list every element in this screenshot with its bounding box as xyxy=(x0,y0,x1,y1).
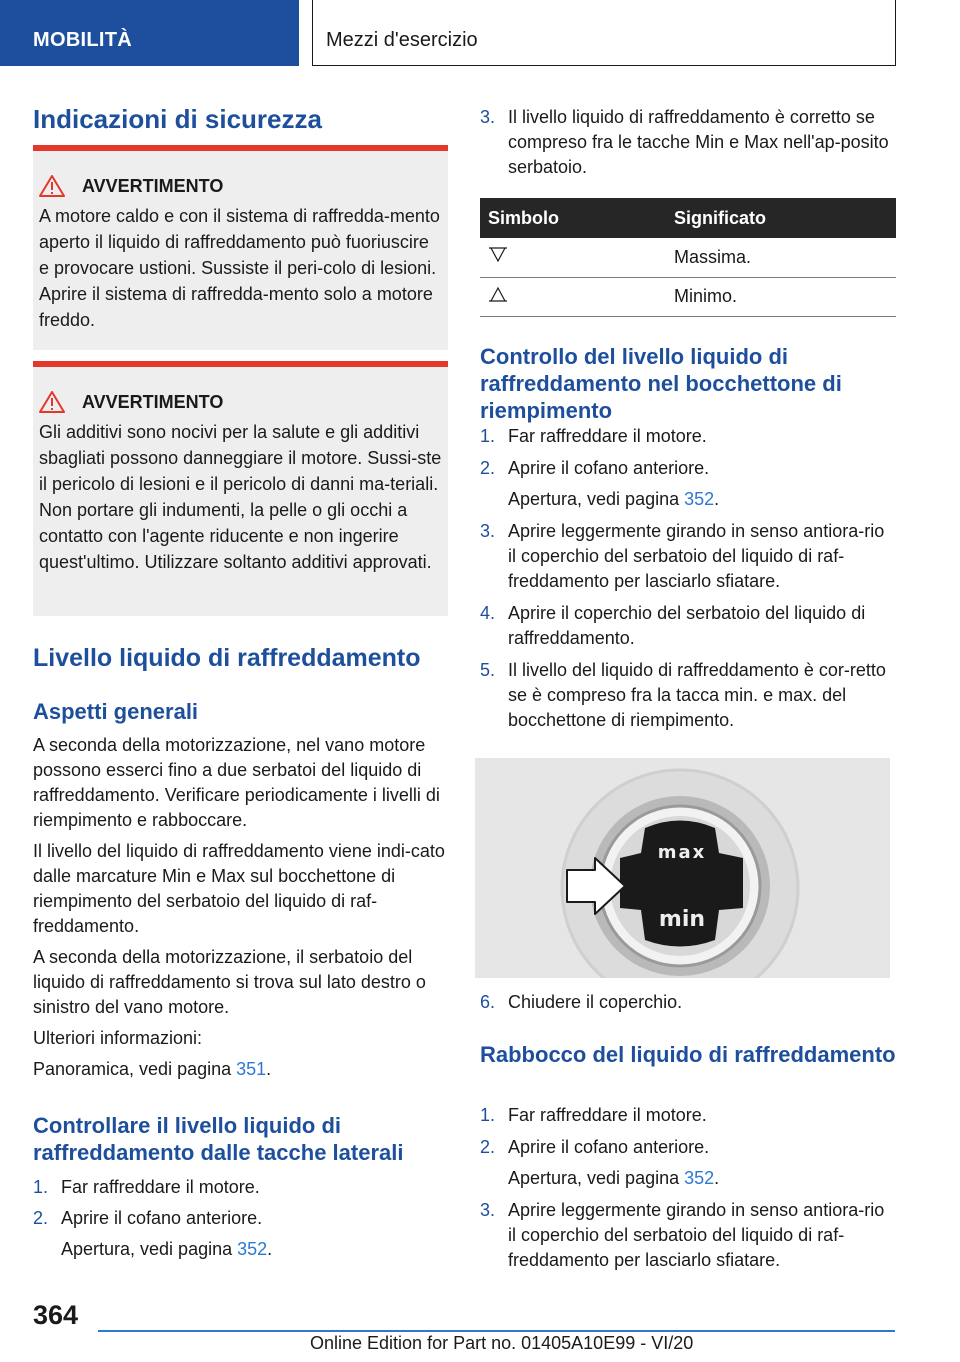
symbol-table xyxy=(480,198,896,317)
list-item: 2. Aprire il cofano anteriore. Apertura, vedi pagina 352. xyxy=(33,1208,273,1259)
steps-list xyxy=(480,105,896,180)
footer-edition: Online Edition for Part no. 01405A10E99 - VI/20 xyxy=(310,1333,694,1353)
max-mark-icon xyxy=(488,245,508,265)
page-link[interactable]: 352 xyxy=(237,1239,268,1259)
page-link[interactable]: 351 xyxy=(236,1059,267,1079)
paragraph: A seconda della motorizzazione, il serbatoio del liquido di raffreddamento si trova sul lato destro o sinistro del vano motore. xyxy=(33,947,426,1017)
warning-box-1 xyxy=(33,145,448,350)
list-item: 1. Far raffreddare il motore. xyxy=(480,426,707,446)
page-link[interactable]: 352 xyxy=(684,1168,715,1188)
table-row xyxy=(480,238,896,277)
section-title-safety: Indicazioni di sicurezza xyxy=(33,104,322,134)
section-title-coolant-level: Livello liquido di raffreddamento xyxy=(33,644,421,672)
table-cell: Massima. xyxy=(666,238,896,277)
table-cell xyxy=(480,277,666,316)
page-header xyxy=(0,0,960,66)
svg-text:max: max xyxy=(657,842,707,863)
paragraph: Panoramica, vedi pagina 351. xyxy=(33,1059,272,1079)
page-number: 364 xyxy=(33,1300,79,1330)
section-header-title: Mezzi d'esercizio xyxy=(312,0,896,66)
table-header-cell: Simbolo xyxy=(480,198,666,238)
list-item: 3. Il livello liquido di raffreddamento è corretto se compreso fra le tacche Min e Max nell'ap-posito serbatoio. xyxy=(480,107,889,177)
table-header-cell: Significato xyxy=(666,198,896,238)
warning-label: AVVERTIMENTO xyxy=(82,391,224,412)
list-item: 1. Far raffreddare il motore. xyxy=(480,1105,707,1125)
steps-list xyxy=(33,1175,448,1262)
page-link[interactable]: 352 xyxy=(684,489,715,509)
warning-triangle-icon xyxy=(39,175,65,197)
steps-list xyxy=(480,990,896,1015)
list-item: 4. Aprire il coperchio del serbatoio del liquido di raffreddamento. xyxy=(480,603,866,648)
footer-divider xyxy=(98,1330,895,1332)
list-item: 3. Aprire leggermente girando in senso antiora-rio il coperchio del serbatoio del liquido di raf-freddamento per lasciarlo sfiatare. xyxy=(480,1200,885,1270)
subsection-title-top-up: Rabbocco del liquido di raffreddamento xyxy=(480,1042,896,1067)
list-item: 1. Far raffreddare il motore. xyxy=(33,1177,260,1197)
min-mark-icon xyxy=(488,284,508,304)
chapter-tab: MOBILITÀ xyxy=(0,0,299,66)
subsection-title-general: Aspetti generali xyxy=(33,699,199,724)
list-item: 2. Aprire il cofano anteriore. Apertura, vedi pagina 352. xyxy=(480,1137,720,1188)
list-item: 2. Aprire il cofano anteriore. Apertura, vedi pagina 352. xyxy=(480,458,720,509)
list-item: 3. Aprire leggermente girando in senso antiora-rio il coperchio del serbatoio del liquido di raf-freddamento per lasciarlo sfiatare. xyxy=(480,521,885,591)
filler-neck-illustration xyxy=(475,758,890,978)
paragraph: Ulteriori informazioni: xyxy=(33,1028,203,1048)
steps-list xyxy=(480,1103,896,1273)
warning-header xyxy=(39,175,442,197)
paragraph: Il livello del liquido di raffreddamento viene indi-cato dalle marcature Min e Max sul bocchettone di riempimento del serbatoio del liquido di raf-freddamento. xyxy=(33,841,445,936)
svg-text:min: min xyxy=(658,907,706,932)
warning-box-2 xyxy=(33,361,448,616)
warning-text: A motore caldo e con il sistema di raffredda-mento aperto il liquido di raffreddamento può fuoriuscire e provocare ustioni. Sussiste il peri-colo di lesioni. Aprire il sistema di raffredda-mento solo a motore freddo. xyxy=(39,206,440,330)
warning-header xyxy=(39,391,442,413)
list-item: 6. Chiudere il coperchio. xyxy=(480,992,683,1012)
paragraph: A seconda della motorizzazione, nel vano motore possono esserci fino a due serbatoi del liquido di raffreddamento. Verificare periodicamente i livelli di riempimento e rabboccare. xyxy=(33,735,440,830)
list-item: 5. Il livello del liquido di raffreddamento è cor-retto se è compreso fra la tacca min. e max. del bocchettone di riempimento. xyxy=(480,660,886,730)
table-cell: Minimo. xyxy=(666,277,896,316)
table-row xyxy=(480,277,896,316)
table-cell xyxy=(480,238,666,277)
warning-text: Gli additivi sono nocivi per la salute e gli additivi sbagliati possono danneggiare il motore. Sussi-ste il pericolo di lesioni e il pericolo di danni ma-teriali. Non portare gli indumenti, la pelle o gli occhi a contatto con l'agente riducente e non ingerire quest'ultimo. Utilizzare soltanto additivi approvati. xyxy=(39,422,442,572)
steps-list xyxy=(480,424,896,733)
warning-triangle-icon xyxy=(39,391,65,413)
table-header-row xyxy=(480,198,896,238)
coolant-cap-illustration xyxy=(475,758,890,978)
subsection-title-filler-neck: Controllo del livello liquido di raffreddamento nel bocchettone di riempimento xyxy=(480,344,842,423)
warning-label: AVVERTIMENTO xyxy=(82,175,224,196)
general-text-block xyxy=(33,733,448,1082)
subsection-title-side-marks: Controllare il livello liquido di raffreddamento dalle tacche laterali xyxy=(33,1113,404,1165)
